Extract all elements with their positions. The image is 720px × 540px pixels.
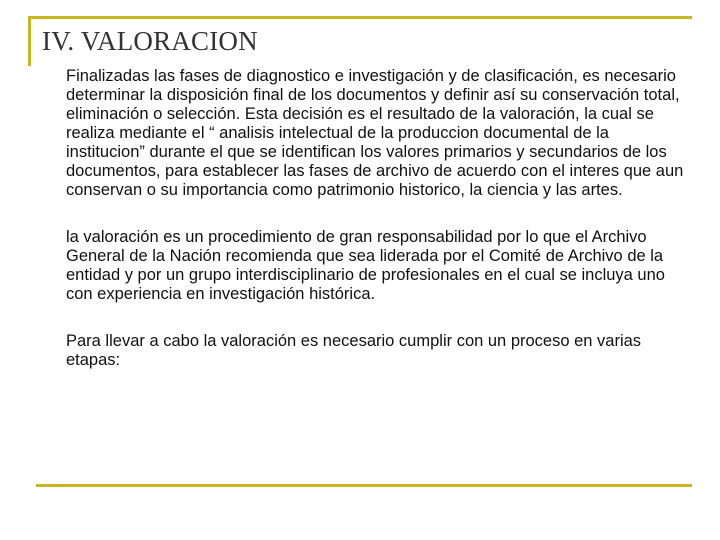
- frame-left-rule: [28, 16, 31, 66]
- paragraph-para-llevar: Para llevar a cabo la valoración es necesario cumplir con un proceso en varias etapas:: [66, 332, 642, 369]
- paragraph-valoracion: la valoración es un procedimiento de gran responsabilidad por lo que el Archivo General de la Nación recomienda que sea liderada por el Comité de Archivo de la entidad y por un grupo interdisciplinario de profesionales en el cual se incluya uno con experiencia en investigación histórica.: [66, 228, 665, 303]
- frame-top-rule: [28, 16, 692, 19]
- slide-body: [66, 67, 686, 370]
- frame-bottom-rule: [36, 484, 692, 487]
- paragraph-finalizadas: Finalizadas las fases de diagnostico e investigación y de clasificación, es necesario determinar la disposición final de los documentos y definir así su conservación total, eliminación o selección. Esta decisión es el resultado de la valoración, la cual se realiza mediante el “ analisis intelectual de la produccion documental de la institucion” durante el que se identifican los valores primarios y secundarios de los documentos, para establecer las fases de archivo de acuerdo con el interes que aun conservan o su importancia como patrimonio historico, la ciencia y las artes.: [66, 67, 684, 199]
- slide-title: IV. VALORACION: [42, 26, 258, 56]
